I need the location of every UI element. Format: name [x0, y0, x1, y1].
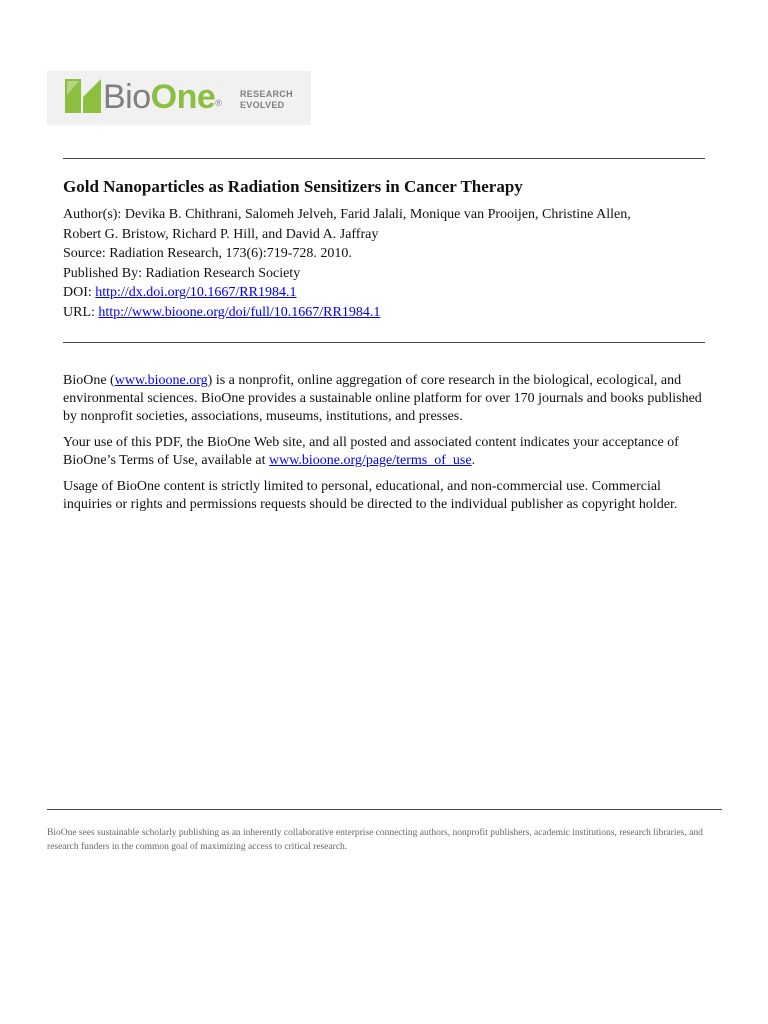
p2-text-end: .: [471, 453, 476, 468]
middle-divider: [63, 342, 705, 343]
p2-text-start: Your use of this PDF, the BioOne Web site, and all posted and associated content indicates your acceptance of BioOne’s Terms of Use, available at: [63, 435, 679, 468]
article-title: Gold Nanoparticles as Radiation Sensitizers in Cancer Therapy: [63, 177, 523, 196]
bioone-notice: [63, 372, 713, 522]
p1-text-end: ) is a nonprofit, online aggregation of core research in the biological, ecological, and environmental sciences. BioOne provides a sustainable online platform for over 170 journals and books published by nonprofit societies, associations, museums, institutions, and presses.: [63, 373, 702, 424]
terms-of-use-link[interactable]: www.bioone.org/page/terms_of_use: [269, 453, 472, 468]
logo-registered-mark: ®: [215, 98, 222, 108]
publisher-line: [63, 264, 713, 284]
logo-tagline-line2: EVOLVED: [240, 100, 285, 110]
footer-statement: BioOne sees sustainable scholarly publishing as an inherently collaborative enterprise connecting authors, nonprofit publishers, academic institutions, research libraries, and research funders in the common goal of maximizing access to critical research.: [47, 828, 703, 852]
top-divider: [63, 158, 705, 159]
footer-divider: [47, 809, 722, 810]
url-line: [63, 303, 713, 323]
doi-line: [63, 283, 713, 303]
notice-paragraph-1: [63, 372, 713, 426]
authors-value-line1: Devika B. Chithrani, Salomeh Jelveh, Farid Jalali, Monique van Prooijen, Christine Allen,: [124, 207, 631, 222]
logo-wordmark: [103, 77, 221, 117]
logo-tagline: [240, 89, 293, 111]
authors-label: Author(s):: [63, 207, 122, 222]
authors-line: [63, 205, 713, 225]
article-metadata: [63, 205, 713, 323]
publisher-value: Radiation Research Society: [145, 265, 301, 281]
bioone-logo: [47, 71, 311, 125]
source-value: Radiation Research, 173(6):719-728. 2010.: [109, 246, 352, 262]
logo-word-bio: Bio: [103, 78, 151, 116]
notice-paragraph-2: [63, 434, 713, 470]
p1-text-start: BioOne (: [63, 373, 115, 388]
source-line: [63, 244, 713, 264]
url-link[interactable]: http://www.bioone.org/doi/full/10.1667/RR1984.1: [98, 304, 381, 320]
authors-value-line2: Robert G. Bristow, Richard P. Hill, and David A. Jaffray: [63, 226, 379, 242]
publisher-label: Published By:: [63, 265, 142, 281]
source-label: Source:: [63, 246, 106, 262]
bioone-leaf-icon: [63, 77, 103, 117]
url-label: URL:: [63, 304, 95, 320]
logo-word-one: One: [150, 78, 216, 116]
doi-label: DOI:: [63, 285, 92, 301]
bioone-home-link[interactable]: www.bioone.org: [114, 373, 208, 388]
logo-tagline-line1: RESEARCH: [240, 89, 293, 99]
doi-link[interactable]: http://dx.doi.org/10.1667/RR1984.1: [95, 285, 297, 301]
notice-paragraph-3: Usage of BioOne content is strictly limited to personal, educational, and non-commercial use. Commercial inquiries or rights and permissions requests should be directed to the individual publisher as copyright holder.: [63, 479, 678, 512]
